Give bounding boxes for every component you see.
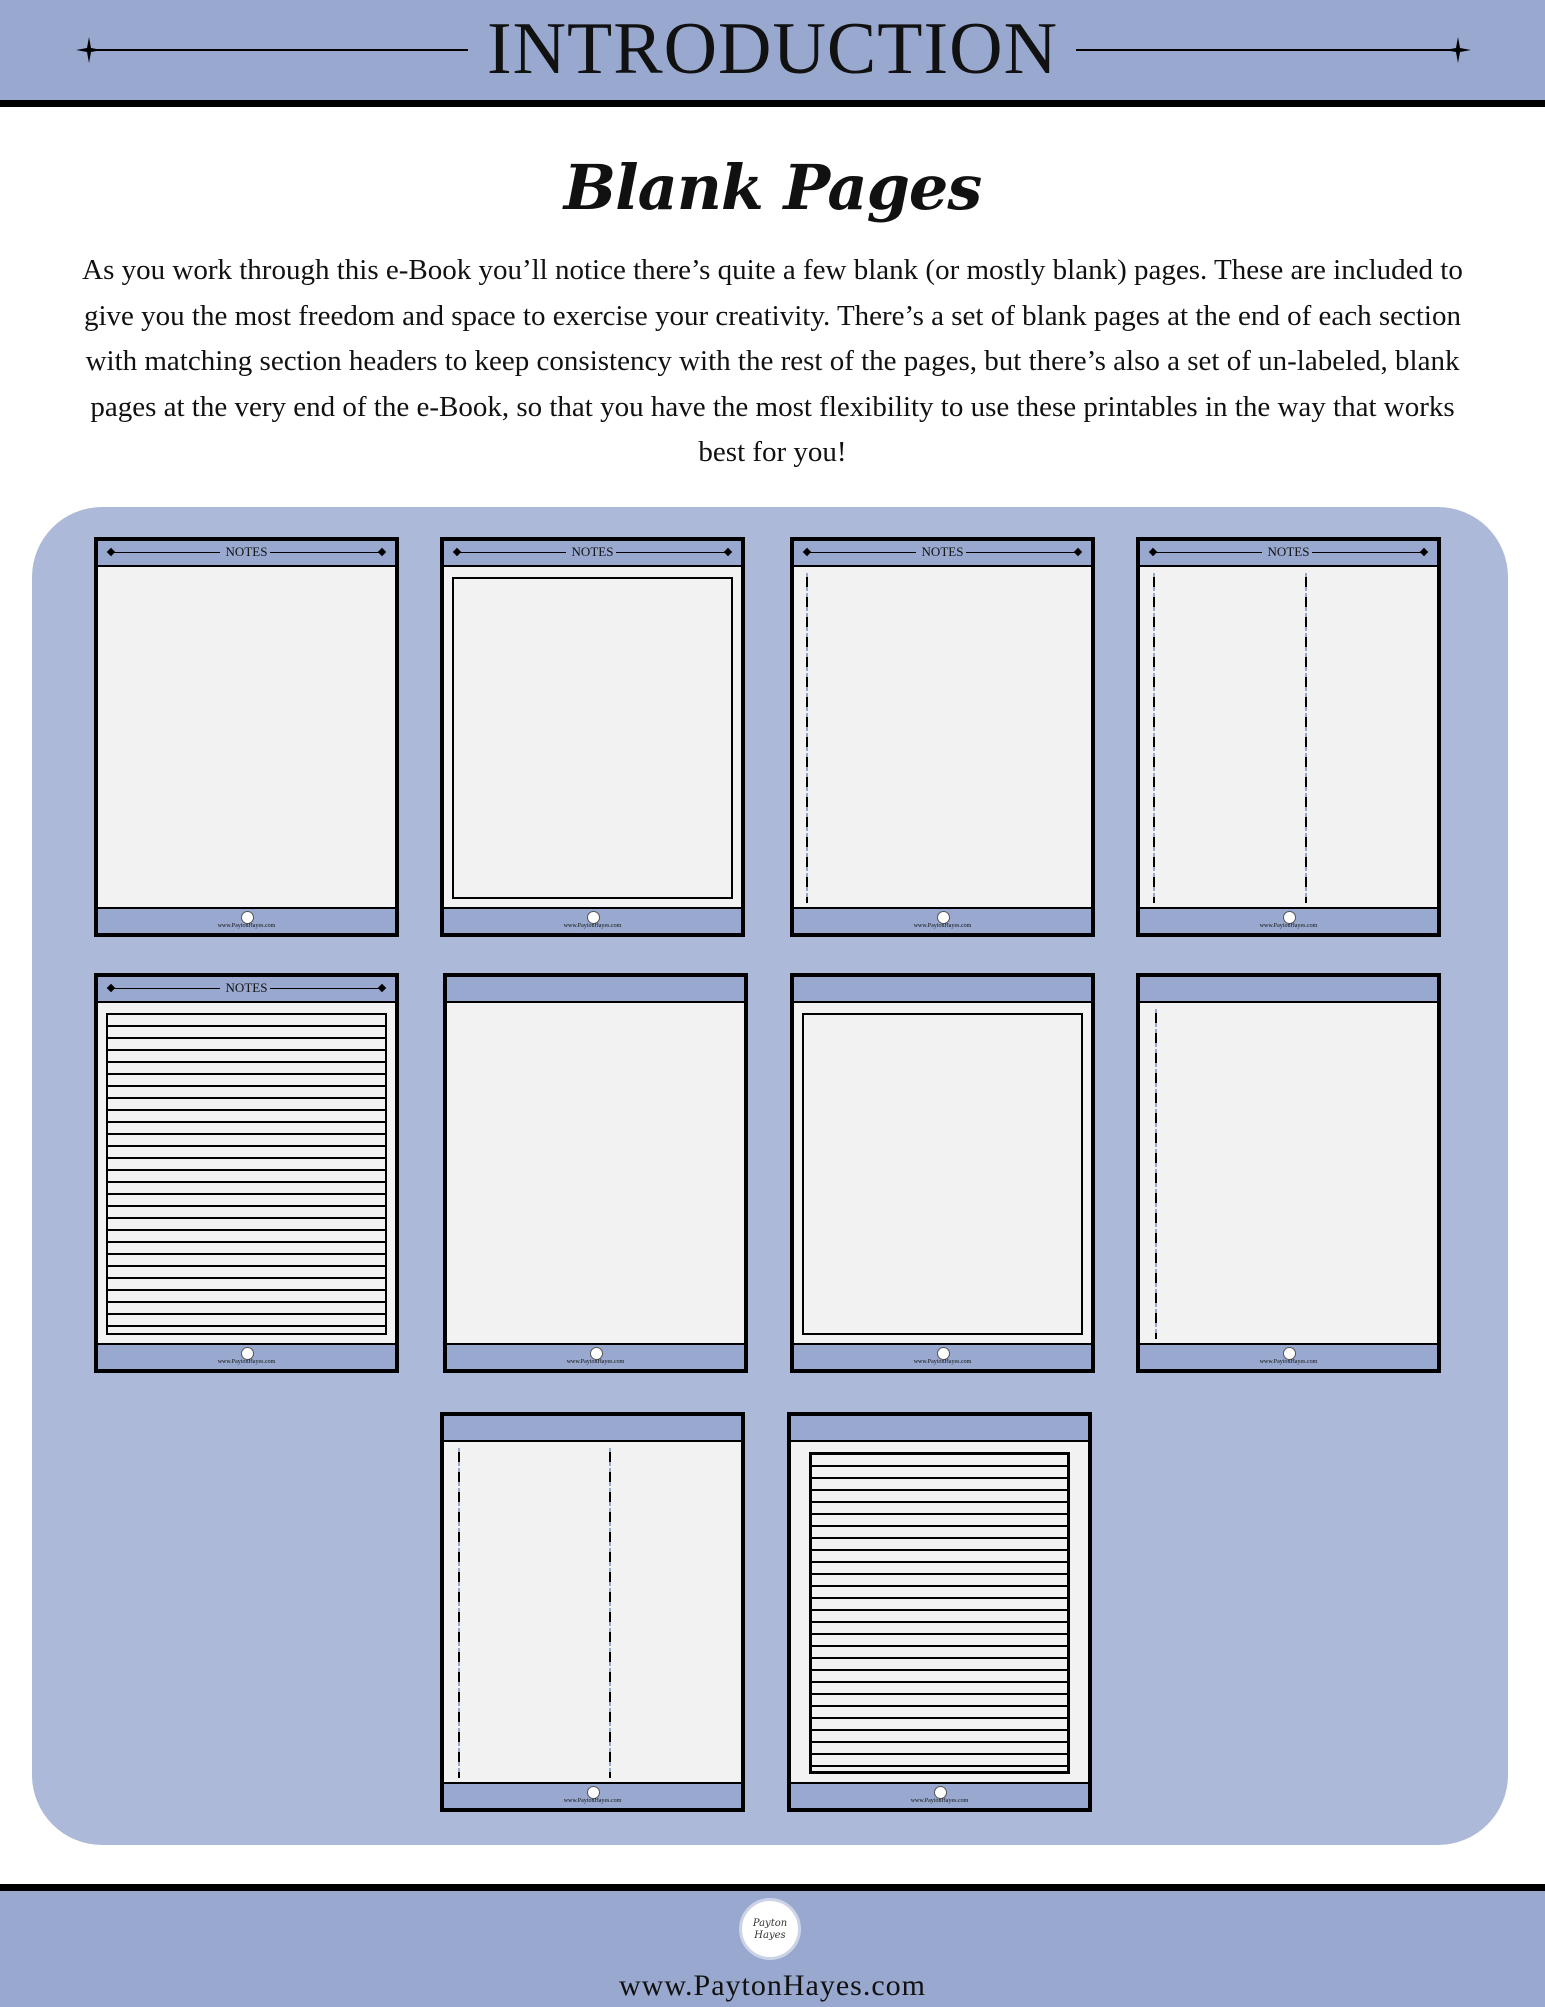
intro-paragraph: As you work through this e-Book you’ll notice there’s quite a few blank (or mostly blank) pages. These are included to give you the most freedom and space to exercise your creativity. There’s a set of blank pages at the end of each section with matching section headers to keep consistency with the rest of the pages, but there’s also a set of un-labeled, blank pages at the very end of the e-Book, so that you have the most flexibility to use these printables in the way that works best for you! — [82, 254, 1463, 468]
thumbnail-footer — [794, 1343, 1091, 1369]
thumbnail-footer — [444, 1782, 741, 1808]
page-title: INTRODUCTION — [486, 8, 1059, 90]
thumbnail-header — [794, 977, 1091, 1003]
thumbnail-header-label: NOTES — [571, 544, 614, 559]
brand-logo — [739, 1898, 801, 1960]
thumbnail-header — [1140, 977, 1437, 1003]
thumbnail-unlabeled-framed — [790, 973, 1095, 1373]
thumbnail-footer-url: www.PaytonHayes.com — [1259, 923, 1318, 929]
thumbnail-panel — [32, 507, 1508, 1845]
thumbnail-header-label: NOTES — [921, 544, 964, 559]
thumbnail-notes-blank — [94, 537, 399, 937]
thumbnail-header — [444, 541, 741, 567]
thumbnail-footer — [1140, 907, 1437, 933]
thumbnail-header-label: NOTES — [225, 980, 268, 995]
thumbnail-frame — [802, 1013, 1083, 1335]
column-divider — [1305, 573, 1307, 903]
thumbnail-header-label: NOTES — [225, 544, 268, 559]
thumbnail-footer — [98, 1343, 395, 1369]
thumbnail-header-label: NOTES — [1267, 544, 1310, 559]
thumbnail-footer — [98, 907, 395, 933]
thumbnail-footer — [1140, 1343, 1437, 1369]
thumbnail-header — [98, 541, 395, 567]
thumbnail-header — [1140, 541, 1437, 567]
thumbnail-lined-area — [106, 1013, 387, 1335]
section-title: Blank Pages — [563, 151, 982, 224]
thumbnail-notes-lined — [94, 973, 399, 1373]
thumbnail-footer-url: www.PaytonHayes.com — [563, 1798, 622, 1804]
thumbnail-footer-url: www.PaytonHayes.com — [913, 1359, 972, 1365]
column-divider — [806, 573, 808, 903]
column-divider — [609, 1448, 611, 1778]
thumbnail-header — [444, 1416, 741, 1442]
brand-logo-text: Payton Hayes — [752, 1918, 788, 1941]
thumbnail-notes-framed — [440, 537, 745, 937]
thumbnail-footer-url: www.PaytonHayes.com — [563, 923, 622, 929]
column-divider — [1153, 573, 1155, 903]
thumbnail-header — [98, 977, 395, 1003]
thumbnail-footer-url: www.PaytonHayes.com — [217, 1359, 276, 1365]
thumbnail-footer — [444, 907, 741, 933]
thumbnail-footer-url: www.PaytonHayes.com — [910, 1798, 969, 1804]
thumbnail-header — [791, 1416, 1088, 1442]
footer-url[interactable]: www.PaytonHayes.com — [618, 1969, 926, 2002]
thumbnail-footer — [447, 1343, 744, 1369]
thumbnail-header — [794, 541, 1091, 567]
thumbnail-frame — [452, 577, 733, 899]
thumbnail-header — [447, 977, 744, 1003]
thumbnail-notes-one-column — [790, 537, 1095, 937]
thumbnail-unlabeled-lined — [787, 1412, 1092, 1812]
thumbnail-footer — [791, 1782, 1088, 1808]
thumbnail-footer-url: www.PaytonHayes.com — [913, 923, 972, 929]
thumbnail-lined-area — [809, 1452, 1070, 1774]
thumbnail-unlabeled-two-columns — [440, 1412, 745, 1812]
thumbnail-footer-url: www.PaytonHayes.com — [1259, 1359, 1318, 1365]
thumbnail-footer-url: www.PaytonHayes.com — [217, 923, 276, 929]
thumbnail-unlabeled-blank — [443, 973, 748, 1373]
column-divider — [458, 1448, 460, 1778]
thumbnail-notes-two-columns — [1136, 537, 1441, 937]
column-divider — [1155, 1009, 1157, 1339]
thumbnail-footer — [794, 907, 1091, 933]
thumbnail-footer-url: www.PaytonHayes.com — [566, 1359, 625, 1365]
thumbnail-unlabeled-one-column — [1136, 973, 1441, 1373]
